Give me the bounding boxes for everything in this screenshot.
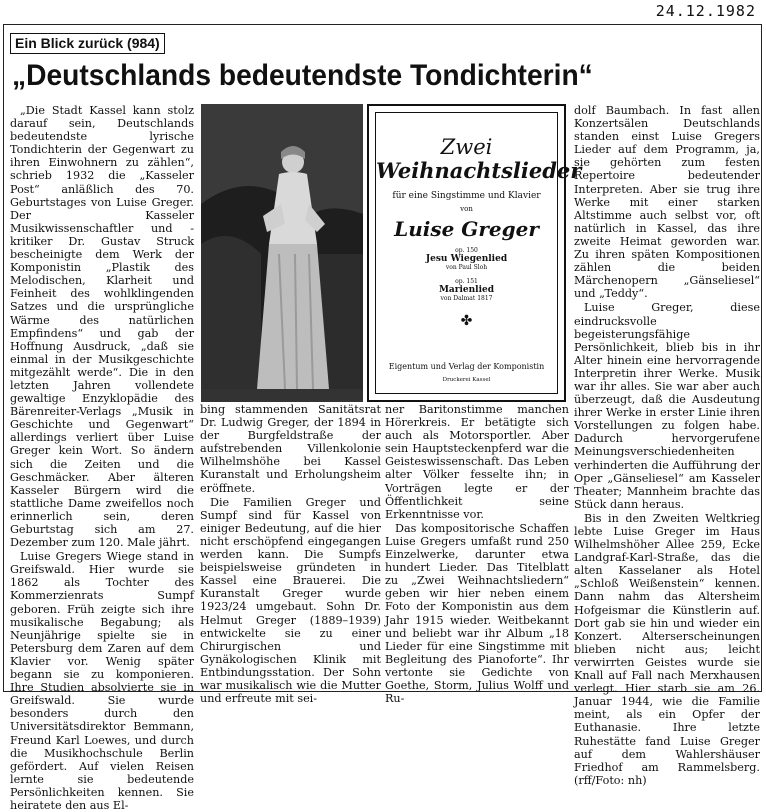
- cover-opus-2: op. 151: [455, 278, 478, 285]
- sheet-music-cover: [367, 104, 582, 402]
- cover-song-1-author: von Paul Sloh: [445, 264, 488, 271]
- cover-border: [375, 112, 582, 394]
- column-3: [385, 403, 569, 706]
- portrait-photo: [201, 104, 363, 402]
- paragraph: dolf Baumbach. In fast allen Konzertsälen Deutschlands standen einst Luise Gregers Lieder auf dem Programm, ja, sie gehörten zum festen Repertoire bedeutender Interpreten. Aber sie trug ihre Werke mit einer starken Altstimme auch selbst vor, oft natürlich in Kassel, das ihre zweite Heimat geworden war. Zu ihren späten Kompositionen zählen die beiden Märchenopern „Gänseliesel“ und „Teddy“.: [574, 104, 760, 301]
- column-1: [10, 104, 194, 812]
- cover-composer: Luise Greger: [394, 217, 539, 241]
- cover-address: Druckerei Kassel: [442, 377, 491, 383]
- column-4: [574, 104, 760, 787]
- cover-opus-1: op. 150: [455, 247, 478, 254]
- cover-von: von: [460, 205, 473, 213]
- paragraph: Luise Gregers Wiege stand in Greifswald. Hier wurde sie 1862 als Tochter des Kommerzienrats Sumpf geboren. Früh zeigte sich ihre musikalische Begabung; als Neunjährige spielte sie in Petersburg dem Zaren auf dem Klavier vor. Wenig später begann sie zu komponieren. Ihre Studien absolvierte sie in Greifswald. Sie wurde besonders durch den Universitätsdirektor Bemmann, Freund Karl Loewes, und durch die Musikhochschule Berlin gefördert. Auf vielen Reisen lernte sie bedeutende Persönlichkeiten kennen. Sie heiratete den aus El-: [10, 550, 194, 812]
- column-2: [200, 403, 381, 706]
- paragraph: ner Baritonstimme manchen Hörerkreis. Er betätigte sich auch als Motorsportler. Aber sein Hauptsteckenpferd war die Geisteswissenschaft. Das Leben alter Völker fesselte ihn; in Vorträgen legte er der Öffentlichkeit seine Erkenntnisse vor.: [385, 403, 569, 521]
- cover-song-2: Marienlied: [438, 285, 495, 295]
- rubric-label: Ein Blick zurück (984): [10, 33, 165, 54]
- cover-subtitle: für eine Singstimme und Klavier: [392, 191, 541, 201]
- paragraph: Das kompositorische Schaffen Luise Gregers umfaßt rund 250 Einzelwerke, darunter etwa hundert Lieder. Das Titelblatt zu „Zwei Weihnachtsliedern“ geben wir hier neben einem Foto der Komponistin aus dem Jahr 1915 wieder. Weitbekannt und beliebt war ihr Album „18 Lieder für eine Singstimme mit Begleitung des Pianoforte“. Ihr vertonte sie Gedichte von Goethe, Storm, Julius Wolff und Ru-: [385, 521, 569, 706]
- cover-song-1: Jesu Wiegenlied: [425, 254, 508, 264]
- cover-title-line-1: Zwei: [440, 135, 493, 159]
- paragraph: Luise Greger, diese eindrucksvolle begeisterungsfähige Persönlichkeit, blieb bis in ihr Alter hinein eine hervorragende Interpretin ihrer Werke. Musik war ihr alles. Sie war aber auch überzeugt, daß die Ausdeutung ihrer Werke in erster Linie ihren Vorstellungen zu folgen habe. Dadurch hervorgerufene Meinungsverschiedenheiten verhinderten die Aufführung der Oper „Gänseliesel“ am Kasseler Theater; Mannheim brachte das Stück dann heraus.: [574, 301, 760, 511]
- headline: „Deutschlands bedeutendste Tondichterin“: [12, 59, 593, 92]
- cover-title-line-2: Weihnachtslieder: [376, 158, 582, 183]
- paragraph: Bis in den Zweiten Weltkrieg lebte Luise Greger im Haus Wilhelmshöher Allee 259, Ecke Landgraf-Karl-Straße, das die alten Kasselaner als Hotel „Schloß Weißenstein“ kennen. Dann nahm das Altersheim Hofgeismar die Künstlerin auf. Dort gab sie hin und wieder ein Konzert. Alterserscheinungen blieben nicht aus; leicht verwirrten Geistes wurde sie Knall auf Fall nach Merxhausen verlegt. Hier starb sie am 26. Januar 1944, wie die Familie meint, als ein Opfer der Euthanasie. Ihre letzte Ruhestätte fand Luise Greger auf dem Wahlershäuser Friedhof am Rammelsberg. (rff/Foto: nh): [574, 511, 760, 787]
- cover-publisher: Eigentum und Verlag der Komponistin: [388, 362, 545, 371]
- date-stamp: 24.12.1982: [655, 2, 756, 20]
- ornament-icon: ✤: [460, 313, 473, 329]
- paragraph: „Die Stadt Kassel kann stolz darauf sein, Deutschlands bedeutendste lyrische Tondichterin der Gegenwart zu ihren Einwohnern zu zählen“, schrieb 1932 die „Kasseler Post“ anläßlich des 70. Geburtstages von Luise Greger. Der Kasseler Musikwissenschaftler und -kritiker Dr. Gustav Struck bescheinigte dem Werk der Komponistin „Plastik des Melodischen, Klarheit und Feinheit des wohlklingenden Satzes und die ursprüngliche Wärme des natürlichen Empfindens“ und gab der Hoffnung Ausdruck, „daß sie einmal in der Musikgeschichte mitgezählt werde“. Die in den letzten Jahren vollendete gewaltige Enzyklopädie des Bärenreiter-Verlags „Musik in Geschichte und Gegenwart“ allerdings verliert über Luise Greger kein Wort. So ändern sich die Zeiten und die Geschmäcker. Aber älteren Kasseler Bürgern wird die stattliche Dame zweifellos noch erinnerlich sein, deren Geburtstag sich am 27. Dezember zum 120. Male jährt.: [10, 104, 194, 550]
- paragraph: Die Familien Greger und Sumpf sind für Kassel von einiger Bedeutung, auf die hier nicht erschöpfend eingegangen werden kann. Die Sumpfs beispielsweise gründeten in Kassel eine Brauerei. Die Kuranstalt Greger wurde 1923/24 umgebaut. Sohn Dr. Helmut Greger (1889–1939) entwickelte sie zu einer Chirurgischen und Gynäkologischen Klinik mit Entbindungsstation. Der Sohn war musikalisch wie die Mutter und erfreute mit sei-: [200, 495, 381, 706]
- cover-song-2-author: von Dalmat 1817: [440, 295, 493, 302]
- paragraph: bing stammenden Sanitätsrat Dr. Ludwig Greger, der 1894 in der Burgfeldstraße der aufstrebenden Villenkolonie Wilhelmshöhe bei Kassel Kuranstalt und Erholungsheim eröffnete.: [200, 403, 381, 495]
- portrait-illustration: [201, 104, 363, 402]
